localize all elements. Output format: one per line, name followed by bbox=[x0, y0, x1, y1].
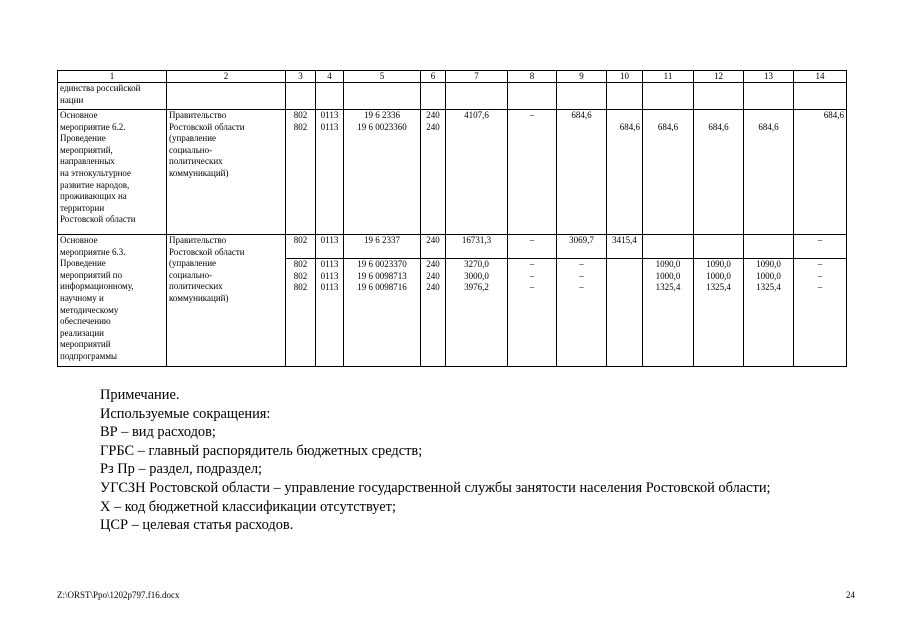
header-cell: 8 bbox=[508, 71, 557, 83]
value-cell: 684,6 bbox=[794, 110, 847, 235]
empty-cell bbox=[508, 83, 557, 110]
vr-cell: 240 bbox=[421, 235, 446, 259]
empty-cell bbox=[316, 83, 344, 110]
notes-line: Используемые сокращения: bbox=[100, 405, 271, 422]
total-cell: 4107,6 bbox=[446, 110, 508, 235]
notes-line: Х – код бюджетной классификации отсутствует; bbox=[100, 498, 396, 515]
value-cell: 1090,0 1000,0 1325,4 bbox=[643, 259, 694, 367]
value-cell: 3069,7 bbox=[557, 235, 607, 259]
rzpr-cell: 0113 0113 0113 bbox=[316, 259, 344, 367]
value-cell: – bbox=[794, 235, 847, 259]
value-cell: – bbox=[508, 110, 557, 235]
csr-cell: 19 6 2337 bbox=[344, 235, 421, 259]
empty-cell bbox=[643, 83, 694, 110]
empty-cell bbox=[446, 83, 508, 110]
notes-line: ЦСР – целевая статья расходов. bbox=[100, 517, 294, 534]
notes-section bbox=[100, 386, 771, 535]
value-cell: – – – bbox=[794, 259, 847, 367]
header-cell: 4 bbox=[316, 71, 344, 83]
executor-cell: Правительство Ростовской области (управление социально- политических коммуникаций) bbox=[167, 110, 286, 235]
activity-name-cell: единства российской нации bbox=[58, 83, 167, 110]
activity-name-cell: Основное мероприятие 6.2. Проведение мероприятий, направленных на этнокультурное развитие народов, проживающих на территории Ростовской области bbox=[58, 110, 167, 235]
grbs-cell: 802 802 bbox=[286, 110, 316, 235]
vr-cell: 240 240 240 bbox=[421, 259, 446, 367]
footer-file-path: Z:\ORST\Ppo\1202p797.f16.docx bbox=[57, 590, 180, 600]
header-row bbox=[58, 71, 847, 83]
total-cell: 3270,0 3000,0 3976,2 bbox=[446, 259, 508, 367]
activity-name-cell: Основное мероприятие 6.3. Проведение мероприятий по информационному, научному и методическому обеспечению реализации мероприятий подпрограммы bbox=[58, 235, 167, 367]
value-cell bbox=[744, 235, 794, 259]
value-cell: – bbox=[508, 235, 557, 259]
header-cell: 7 bbox=[446, 71, 508, 83]
rzpr-cell: 0113 0113 bbox=[316, 110, 344, 235]
table-row-continued bbox=[58, 83, 847, 110]
grbs-cell: 802 bbox=[286, 235, 316, 259]
csr-cell: 19 6 2336 19 6 0023360 bbox=[344, 110, 421, 235]
vr-cell: 240 240 bbox=[421, 110, 446, 235]
total-cell: 16731,3 bbox=[446, 235, 508, 259]
header-cell: 9 bbox=[557, 71, 607, 83]
header-cell: 2 bbox=[167, 71, 286, 83]
value-cell: 1090,0 1000,0 1325,4 bbox=[694, 259, 744, 367]
header-cell: 13 bbox=[744, 71, 794, 83]
table-row-6-3-top bbox=[58, 235, 847, 259]
value-cell: 684,6 bbox=[744, 110, 794, 235]
value-cell: 1090,0 1000,0 1325,4 bbox=[744, 259, 794, 367]
value-cell: 684,6 bbox=[694, 110, 744, 235]
header-cell: 6 bbox=[421, 71, 446, 83]
empty-cell bbox=[167, 83, 286, 110]
value-cell: – – – bbox=[557, 259, 607, 367]
budget-table bbox=[57, 70, 847, 367]
notes-line: УГСЗН Ростовской области – управление государственной службы занятости населения Ростовской области; bbox=[100, 479, 771, 496]
empty-cell bbox=[557, 83, 607, 110]
rzpr-cell: 0113 bbox=[316, 235, 344, 259]
notes-line: ГРБС – главный распорядитель бюджетных средств; bbox=[100, 442, 423, 459]
value-cell bbox=[643, 235, 694, 259]
page-number: 24 bbox=[846, 590, 855, 600]
notes-line: Рз Пр – раздел, подраздел; bbox=[100, 461, 263, 478]
grbs-cell: 802 802 802 bbox=[286, 259, 316, 367]
empty-cell bbox=[421, 83, 446, 110]
value-cell: 684,6 bbox=[607, 110, 643, 235]
csr-cell: 19 6 0023370 19 6 0098713 19 6 0098716 bbox=[344, 259, 421, 367]
header-cell: 11 bbox=[643, 71, 694, 83]
header-cell: 12 bbox=[694, 71, 744, 83]
notes-title: Примечание. bbox=[100, 387, 180, 403]
empty-cell bbox=[344, 83, 421, 110]
value-cell: 684,6 bbox=[557, 110, 607, 235]
empty-cell bbox=[744, 83, 794, 110]
header-cell: 10 bbox=[607, 71, 643, 83]
value-cell bbox=[694, 235, 744, 259]
header-cell: 1 bbox=[58, 71, 167, 83]
header-cell: 3 bbox=[286, 71, 316, 83]
value-cell: 3415,4 bbox=[607, 235, 643, 259]
header-cell: 14 bbox=[794, 71, 847, 83]
executor-cell: Правительство Ростовской области (управление социально- политических коммуникаций) bbox=[167, 235, 286, 367]
empty-cell bbox=[694, 83, 744, 110]
notes-line: ВР – вид расходов; bbox=[100, 424, 216, 441]
value-cell: – – – bbox=[508, 259, 557, 367]
header-cell: 5 bbox=[344, 71, 421, 83]
value-cell bbox=[607, 259, 643, 367]
empty-cell bbox=[607, 83, 643, 110]
value-cell: 684,6 bbox=[643, 110, 694, 235]
table-row-6-2 bbox=[58, 110, 847, 235]
empty-cell bbox=[286, 83, 316, 110]
empty-cell bbox=[794, 83, 847, 110]
